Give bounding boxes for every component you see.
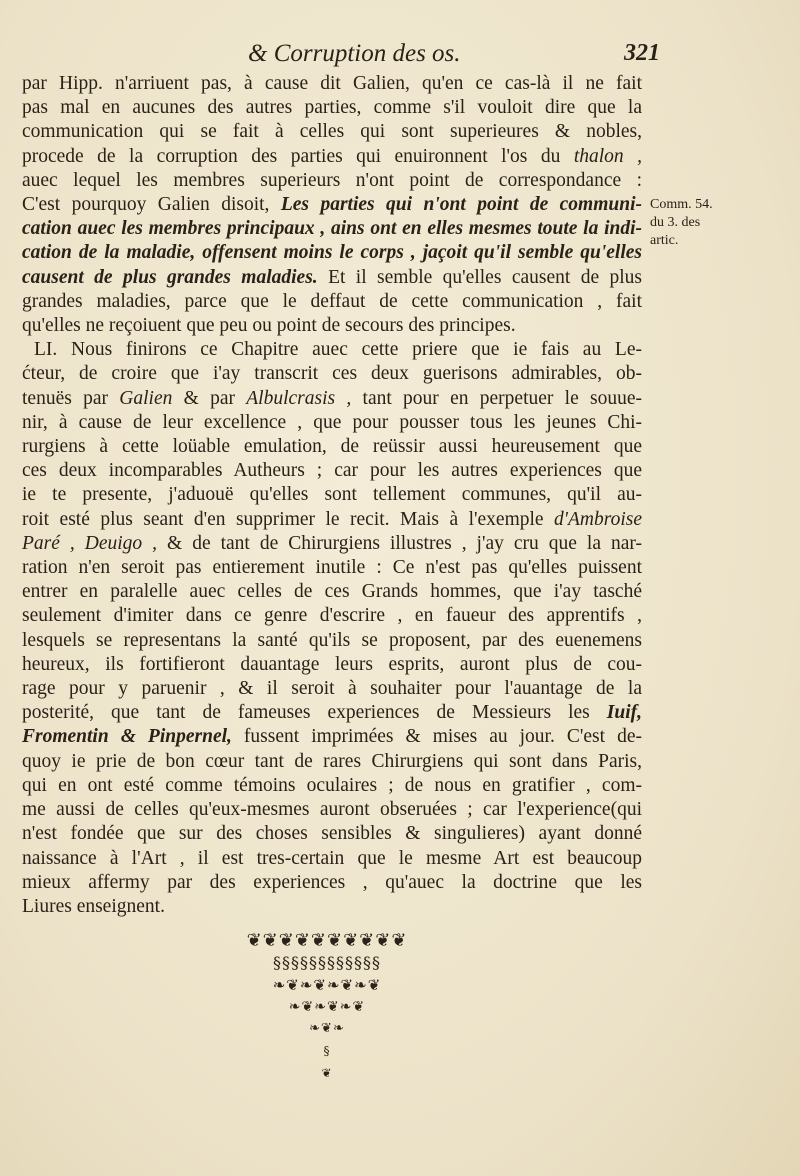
- text-line: seulement d'imiter dans ce genre d'escrire , en faueur des apprentifs ,: [22, 605, 642, 627]
- margin-note-line: Comm. 54.: [650, 197, 713, 212]
- paragraph-start-line: LI. Nous finirons ce Chapitre auec cette priere que ie fais au Le-: [34, 339, 642, 361]
- text-line: Fromentin & Pinpernel, fussent imprimées & mises au jour. C'est de-: [22, 726, 642, 748]
- ornament-row: §: [323, 1044, 331, 1058]
- text-line: grandes maladies, parce que le deffaut de cette communication , fait: [22, 290, 642, 312]
- text-line: Liures enseignent.: [22, 895, 165, 917]
- ornament-row: ❧❦❧: [309, 1021, 345, 1036]
- margin-note-line: artic.: [650, 233, 679, 248]
- text-line: entrer en paralelle auec celles de ces Grands hommes, que i'ay tasché: [22, 581, 642, 603]
- tailpiece-ornament: [212, 930, 442, 1084]
- text-line: cation de la maladie, offensent moins le corps , jaçoit qu'il semble qu'elles: [22, 242, 642, 264]
- text-line: naissance à l'Art , il est tres-certain que le mesme Art est beaucoup: [22, 847, 642, 869]
- text-line: n'est fondée que sur des choses sensibles & singulieres) ayant donné: [22, 823, 642, 845]
- text-line: procede de la corruption des parties qui enuironnent l'os du thalon ,: [22, 145, 642, 167]
- ornament-row: ❦: [321, 1066, 333, 1080]
- page-number: 321: [624, 40, 660, 66]
- text-line: ces deux incomparables Autheurs ; car pour les autres experiences que: [22, 460, 642, 482]
- ornament-row: ❧❦❧❦❧❦: [288, 999, 366, 1015]
- text-line: C'est pourquoy Galien disoit, Les parties qui n'ont point de communi-: [22, 194, 642, 216]
- text-line: ćteur, de croire que i'ay transcrit ces deux guerisons admirables, ob-: [22, 363, 642, 385]
- text-line: posterité, que tant de fameuses experiences de Messieurs les Iuif,: [22, 702, 642, 724]
- text-line: Paré , Deuigo , & de tant de Chirurgiens illustres , j'ay cru que la nar-: [22, 532, 642, 554]
- margin-note: [650, 196, 770, 250]
- running-title: & Corruption des os.: [248, 40, 461, 67]
- text-line: pas mal en aucunes des autres parties, comme s'il vouloit dire que la: [22, 97, 642, 119]
- text-line: cation auec les membres principaux , ains ont en elles mesmes toute la indi-: [22, 218, 642, 240]
- text-line: auec lequel les membres superieurs n'ont point de correspondance :: [22, 169, 642, 191]
- text-line: rurgiens à cette loüable emulation, de reüssir aussi heureusement que: [22, 436, 642, 458]
- text-line: tenuës par Galien & par Albulcrasis , tant pour en perpetuer le souue-: [22, 387, 642, 409]
- ornament-row: §§§§§§§§§§§§: [273, 953, 381, 972]
- text-line: mieux affermy par des experiences , qu'auec la doctrine que les: [22, 871, 642, 893]
- text-line: rage pour y paruenir , & il seroit à souhaiter pour l'auantage de la: [22, 678, 642, 700]
- page-header: [20, 40, 660, 74]
- main-text: [22, 72, 642, 919]
- margin-note-line: du 3. des: [650, 215, 701, 230]
- text-line: ie te presente, j'aduouë qu'elles sont tellement communes, qu'il au-: [22, 484, 642, 506]
- text-line: ration n'en seroit pas entierement inutile : Ce n'est pas qu'elles puissent: [22, 557, 642, 579]
- text-line: communication qui se fait à celles qui sont superieures & nobles,: [22, 121, 642, 143]
- text-line: qui en ont esté comme témoins oculaires ; de nous en gratifier , com-: [22, 774, 642, 796]
- ornament-row: ❧❦❧❦❧❦❧❦: [272, 976, 382, 994]
- text-line: par Hipp. n'arriuent pas, à cause dit Galien, qu'en ce cas-là il ne fait: [22, 73, 642, 94]
- text-line: causent de plus grandes maladies. Et il semble qu'elles causent de plus: [22, 266, 643, 288]
- text-line: qu'elles ne reçoiuent que peu ou point de secours des principes.: [22, 315, 516, 337]
- text-line: heureux, ils fortifieront dauantage leurs esprits, auront plus de cou-: [22, 653, 642, 675]
- text-line: lesquels se representans la santé qu'ils se proposent, par des euenemens: [22, 629, 642, 651]
- ornament-row: ❦❦❦❦❦❦❦❦❦❦: [246, 930, 408, 951]
- text-line: me aussi de celles qu'eux-mesmes auront obseruées ; car l'experience(qui: [22, 799, 642, 821]
- text-line: nir, à cause de leur excellence , que pour pousser tous les jeunes Chi-: [22, 411, 642, 433]
- text-line: quoy ie prie de bon cœur tant de rares Chirurgiens qui sont dans Paris,: [22, 750, 642, 772]
- text-line: roit esté plus seant d'en supprimer le recit. Mais à l'exemple d'Ambroise: [22, 508, 642, 530]
